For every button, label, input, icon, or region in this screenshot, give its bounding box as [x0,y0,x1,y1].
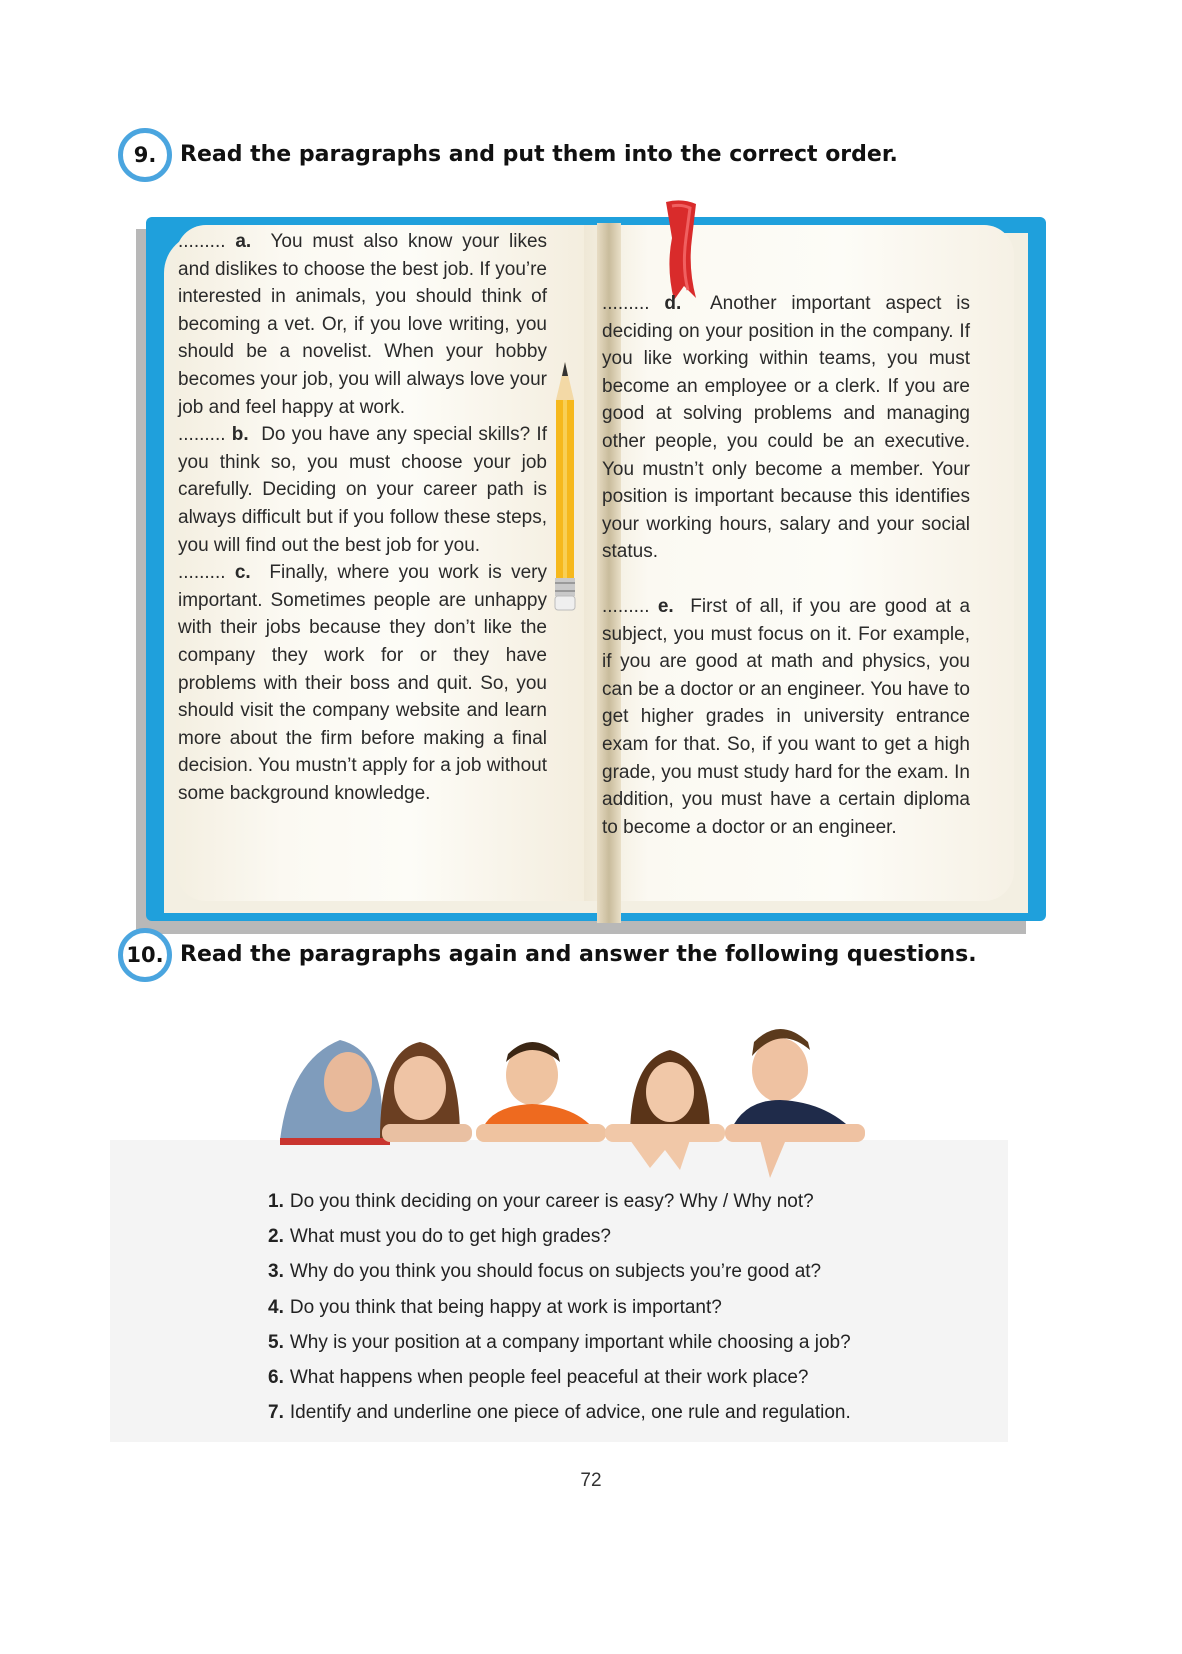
question-text: What happens when people feel peaceful at their work place? [289,1366,809,1388]
order-blank: ......... [178,424,226,446]
paragraph-text: Finally, where you work is very important. Sometimes people are unhappy with their jobs because they don’t like the company they work for or they have problems with their boss and quit. So, you should visit the company website and learn more about the firm before making a final decision. You mustn’t apply for a job without some background knowledge. [178,562,547,804]
question-number: 3. [268,1261,284,1283]
question-number: 4. [268,1296,284,1318]
question-number: 7. [268,1402,284,1424]
right-page-text [602,290,970,841]
paragraph-b [178,421,547,559]
paragraph-text: Do you have any special skills? If you think so, you must choose your job carefully. Deciding on your career path is always difficult but if you follow these steps, you will find out the best job for you. [178,424,547,556]
student-figure [380,1042,472,1142]
exercise-number-badge: 10. [118,928,172,982]
question-text: Identify and underline one piece of advice, one rule and regulation. [289,1402,851,1424]
paragraph-text: You must also know your likes and dislikes to choose the best job. If you’re interested in animals, you should think of becoming a vet. Or, if you love writing, you should be a novelist. When your hobby becomes your job, you will always love your job and feel happy at work. [178,231,548,418]
exercise-9-heading [118,128,1078,184]
paragraph-text: Another important aspect is deciding on your position in the company. If you like working within teams, you must become an employee or a clerk. If you are good at solving problems and managing other people, you could be an executive. You mustn’t only become a member. Your position is important because this identifies your working hours, salary and your social status. [602,293,971,563]
paragraph-c [178,559,547,807]
paragraph-text: First of all, if you are good at a subject, you must focus on it. For example, if you are good at math and physics, you can be a doctor or an engineer. You have to get higher grades in university entrance exam for that. So, if you want to get a high grade, you must study hard for the exam. In addition, you must have a certain diploma to become a doctor or an engineer. [602,595,971,838]
order-blank: ......... [602,595,650,617]
question-text: Why is your position at a company important while choosing a job? [289,1331,851,1353]
question-text: What must you do to get high grades? [289,1226,611,1248]
student-figure [725,1029,865,1178]
question-text: Do you think that being happy at work is important? [289,1296,722,1318]
left-page-text [178,228,547,807]
bookmark-ribbon-icon [662,198,702,303]
exercise-number-badge: 9. [118,128,172,182]
paragraph-e [602,593,970,841]
question-number: 5. [268,1331,284,1353]
paragraph-label: d. [664,293,682,314]
exercise-instruction: Read the paragraphs and put them into the correct order. [180,142,898,167]
question-item [268,1294,968,1329]
question-number: 6. [268,1366,284,1388]
question-text: Do you think deciding on your career is easy? Why / Why not? [289,1191,814,1212]
exercise-10-heading [118,928,1078,984]
question-item [268,1188,968,1223]
pencil-icon [550,360,580,616]
question-number: 1. [268,1191,284,1212]
paragraph-label: a. [235,231,252,252]
question-item [268,1399,968,1434]
question-number: 2. [268,1226,284,1248]
student-figure [280,1040,390,1145]
student-figure [476,1042,606,1142]
question-item [268,1329,968,1364]
order-blank: ......... [178,231,226,252]
page-number: 72 [580,1470,602,1491]
question-item [268,1364,968,1399]
paragraph-label: b. [231,424,249,446]
question-text: Why do you think you should focus on subjects you’re good at? [289,1261,822,1283]
order-blank: ......... [602,293,650,314]
questions-list [268,1188,968,1434]
order-blank: ......... [178,562,226,584]
paragraph-a [178,228,547,421]
paragraph-label: e. [657,595,674,617]
exercise-instruction: Read the paragraphs again and answer the following questions. [180,942,977,967]
student-figure [605,1050,725,1170]
question-item [268,1223,968,1258]
paragraph-label: c. [234,562,251,584]
question-item [268,1258,968,1293]
paragraph-d [602,290,970,566]
students-photo [270,1020,870,1185]
